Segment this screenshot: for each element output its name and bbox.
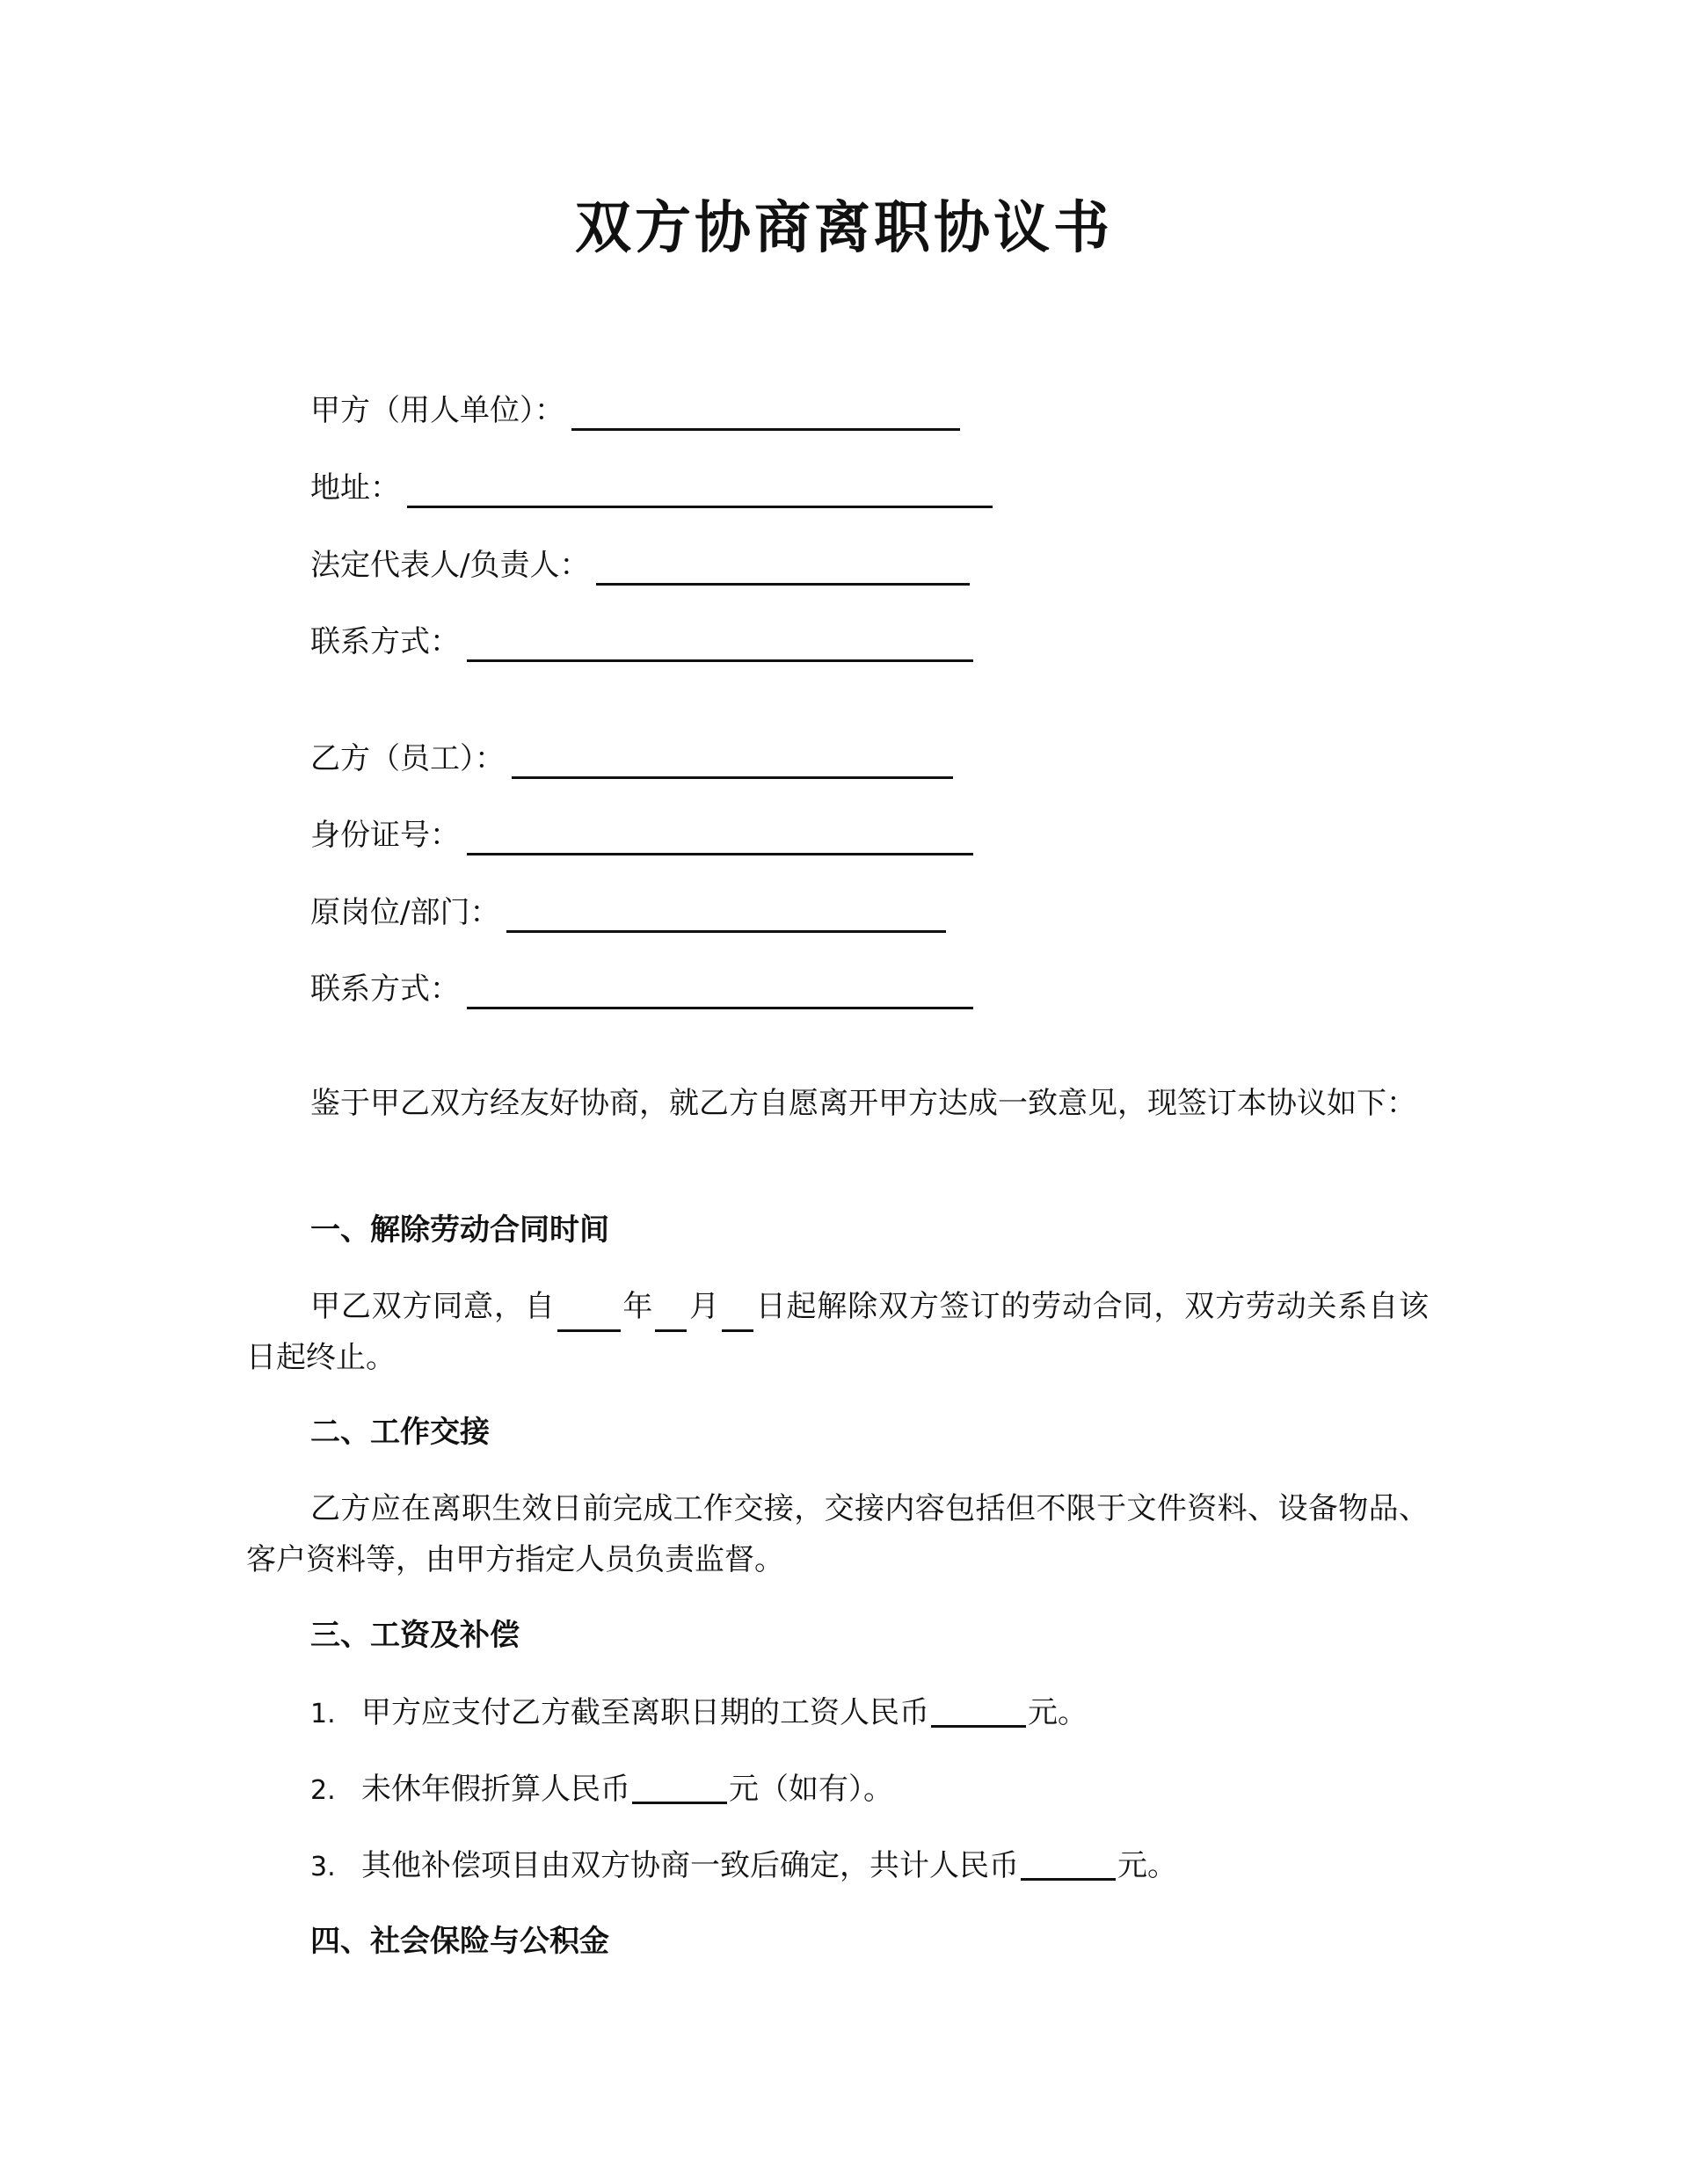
- party-a-address-blank[interactable]: [407, 470, 993, 508]
- party-a-address-field: [310, 455, 993, 508]
- section-3-item-1: [310, 1697, 1088, 1728]
- section-1-paragraph: [246, 1281, 1429, 1383]
- party-b-position-field: [310, 880, 946, 933]
- party-a-representative-label: 法定代表人/负责人：: [310, 548, 590, 583]
- intro-paragraph: 鉴于甲乙双方经友好协商，就乙方自愿离开甲方达成一致意见，现签订本协议如下：: [310, 1086, 1416, 1121]
- section-1-text-part-2: 年: [622, 1289, 654, 1324]
- section-3-item-3-unit: 元。: [1117, 1848, 1177, 1883]
- party-a-representative-field: [310, 533, 970, 586]
- section-2-heading: 二、工作交接: [310, 1415, 490, 1450]
- party-a-contact-blank[interactable]: [467, 624, 973, 662]
- section-4-heading: 四、社会保险与公积金: [310, 1924, 609, 1959]
- section-1-heading: 一、解除劳动合同时间: [310, 1212, 609, 1248]
- document-title: 双方协商离职协议书: [575, 196, 1113, 261]
- section-3-item-3-text: 其他补偿项目由双方协商一致后确定，共计人民币: [361, 1848, 1019, 1883]
- section-3-item-3: [310, 1850, 1177, 1881]
- party-b-name-label: 乙方（员工）：: [310, 741, 505, 776]
- annual-leave-amount-blank[interactable]: [632, 1773, 727, 1804]
- party-a-contact-field: [310, 609, 973, 662]
- section-2-paragraph: 乙方应在离职生效日前完成工作交接，交接内容包括但不限于文件资料、设备物品、客户资料等，由甲方指定人员负责监督。: [246, 1491, 1429, 1577]
- party-a-contact-label: 联系方式：: [310, 624, 460, 659]
- section-3-item-3-number: 3.: [310, 1852, 336, 1882]
- section-3-item-1-unit: 元。: [1028, 1695, 1088, 1730]
- section-3-item-2-number: 2.: [310, 1775, 336, 1806]
- section-3-item-1-text: 甲方应支付乙方截至离职日期的工资人民币: [361, 1695, 929, 1730]
- party-a-name-field: [310, 378, 960, 431]
- party-b-contact-blank[interactable]: [467, 972, 973, 1009]
- party-a-name-label: 甲方（用人单位）：: [310, 393, 564, 428]
- section-1-text-part-3: 月: [688, 1289, 720, 1324]
- section-3-item-2-text: 未休年假折算人民币: [361, 1772, 630, 1807]
- party-b-id-blank[interactable]: [467, 818, 973, 855]
- party-b-contact-field: [310, 957, 973, 1009]
- section-3-heading: 三、工资及补偿: [310, 1618, 520, 1653]
- other-compensation-amount-blank[interactable]: [1021, 1850, 1116, 1881]
- day-blank[interactable]: [722, 1301, 753, 1332]
- month-blank[interactable]: [655, 1301, 687, 1332]
- section-3-item-1-number: 1.: [310, 1699, 336, 1729]
- section-1-text-part-1: 甲乙双方同意，自: [310, 1289, 556, 1324]
- section-1-text-part-4: 日起解除双方签订的劳动合同，双方劳动关系自该日起终止。: [246, 1289, 1430, 1375]
- party-b-id-label: 身份证号：: [310, 818, 460, 853]
- party-b-contact-label: 联系方式：: [310, 972, 460, 1007]
- party-a-representative-blank[interactable]: [596, 548, 970, 586]
- party-b-name-field: [310, 726, 953, 779]
- party-a-address-label: 地址：: [310, 470, 400, 506]
- party-a-name-blank[interactable]: [571, 393, 960, 431]
- section-3-item-2: [310, 1772, 893, 1807]
- wage-amount-blank[interactable]: [931, 1697, 1026, 1728]
- year-blank[interactable]: [557, 1301, 621, 1332]
- party-b-id-field: [310, 803, 973, 855]
- party-b-position-label: 原岗位/部门：: [310, 895, 500, 930]
- party-b-position-blank[interactable]: [506, 895, 946, 933]
- party-b-name-blank[interactable]: [512, 741, 953, 779]
- section-3-item-2-unit: 元（如有）。: [729, 1772, 893, 1807]
